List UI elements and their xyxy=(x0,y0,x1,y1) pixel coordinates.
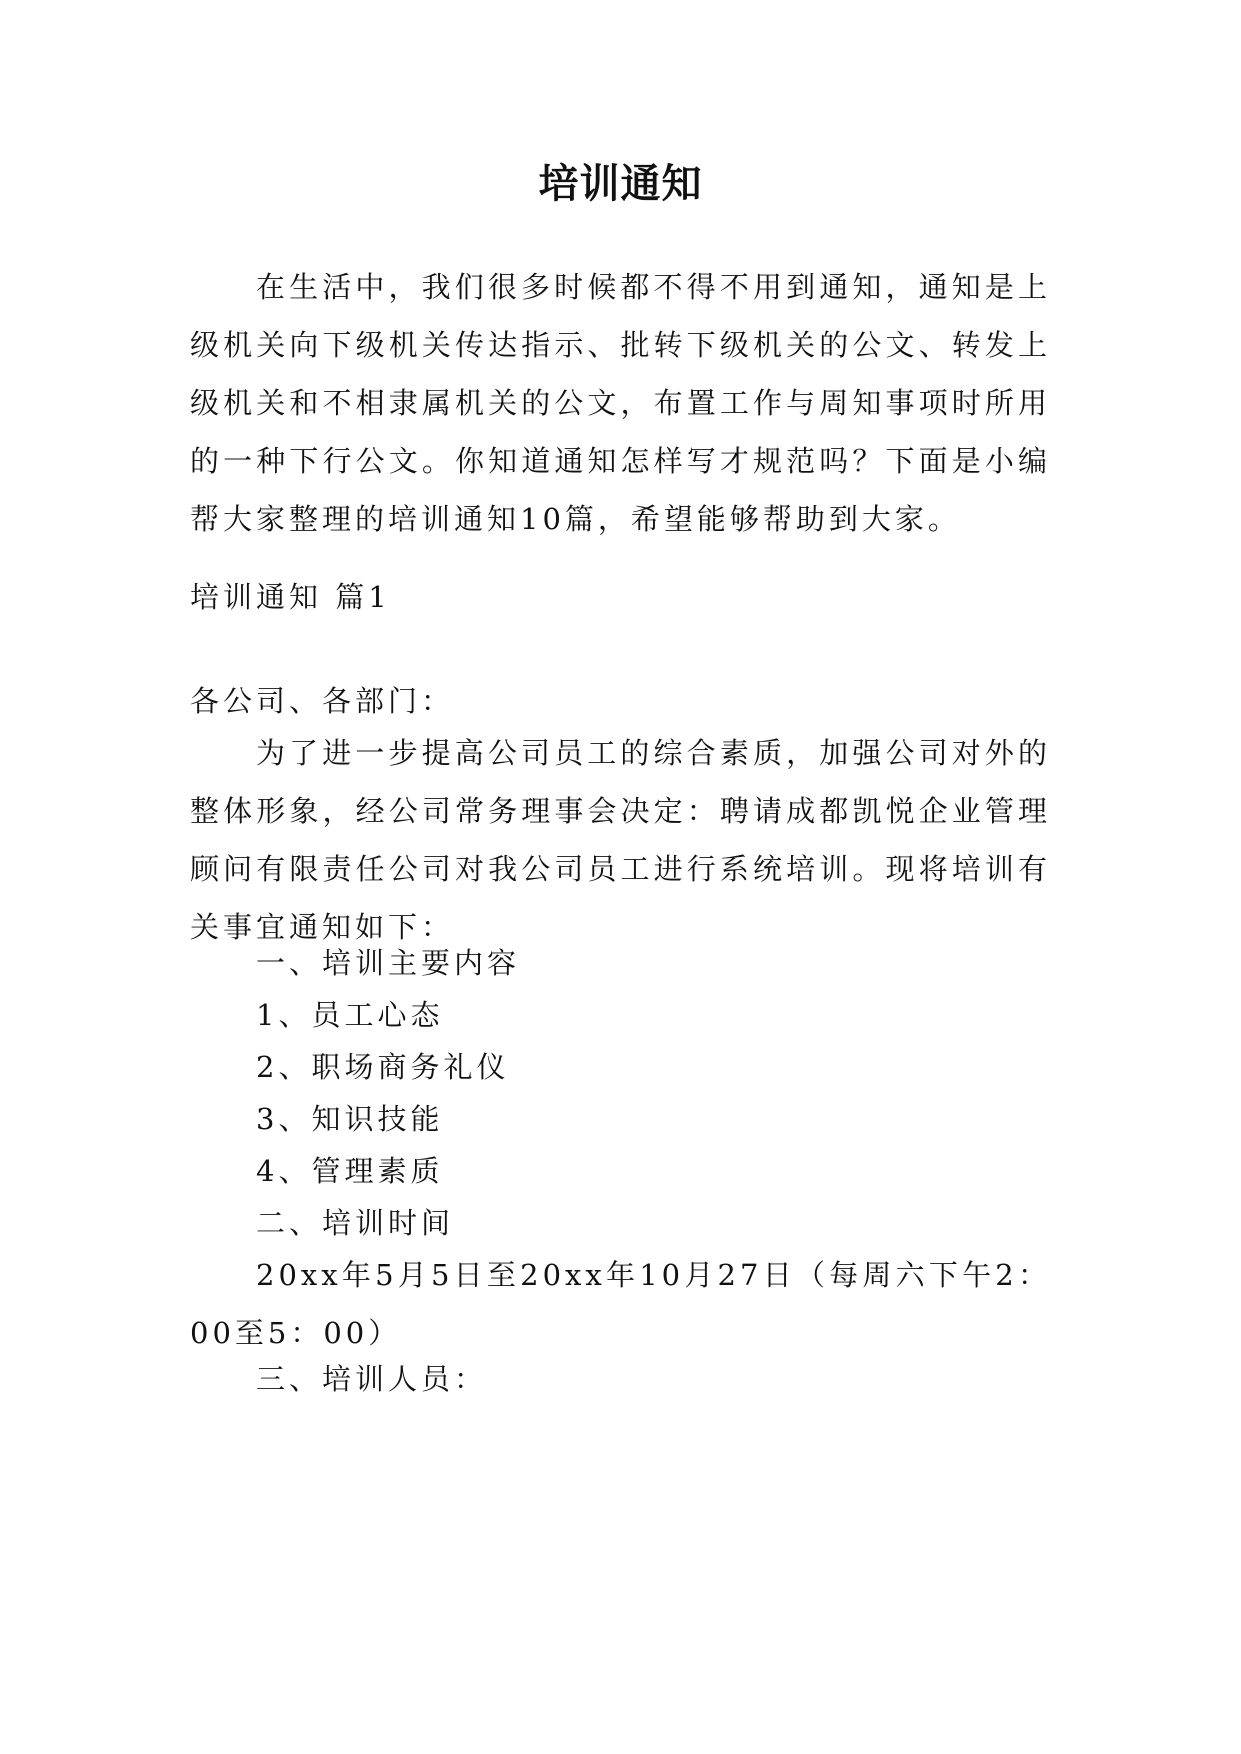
people-heading: 三、培训人员： xyxy=(256,1362,488,1396)
salutation: 各公司、各部门： xyxy=(190,684,455,718)
content-item-4: 4、管理素质 xyxy=(256,1154,444,1188)
document-title: 培训通知 xyxy=(538,160,703,207)
content-item-3: 3、知识技能 xyxy=(256,1102,444,1136)
body-paragraph: 为了进一步提高公司员工的综合素质，加强公司对外的整体形象，经公司常务理事会决定：聘请成都凯悦企业管理顾问有限责任公司对我公司员工进行系统培训。现将培训有关事宜通知如下： xyxy=(190,736,1051,944)
intro-paragraph: 在生活中，我们很多时候都不得不用到通知，通知是上级机关向下级机关传达指示、批转下级机关的公文、转发上级机关和不相隶属机关的公文，布置工作与周知事项时所用的一种下行公文。你知道通知怎样写才规范吗？下面是小编帮大家整理的培训通知10篇，希望能够帮助到大家。 xyxy=(190,270,1051,536)
time-heading: 二、培训时间 xyxy=(256,1206,455,1240)
section-heading: 培训通知 篇1 xyxy=(190,580,391,614)
content-heading: 一、培训主要内容 xyxy=(256,946,521,980)
content-item-2: 2、职场商务礼仪 xyxy=(256,1050,510,1084)
time-detail: 20xx年5月5日至20xx年10月27日（每周六下午2：00至5：00） xyxy=(190,1258,1051,1350)
content-item-1: 1、员工心态 xyxy=(256,998,444,1032)
